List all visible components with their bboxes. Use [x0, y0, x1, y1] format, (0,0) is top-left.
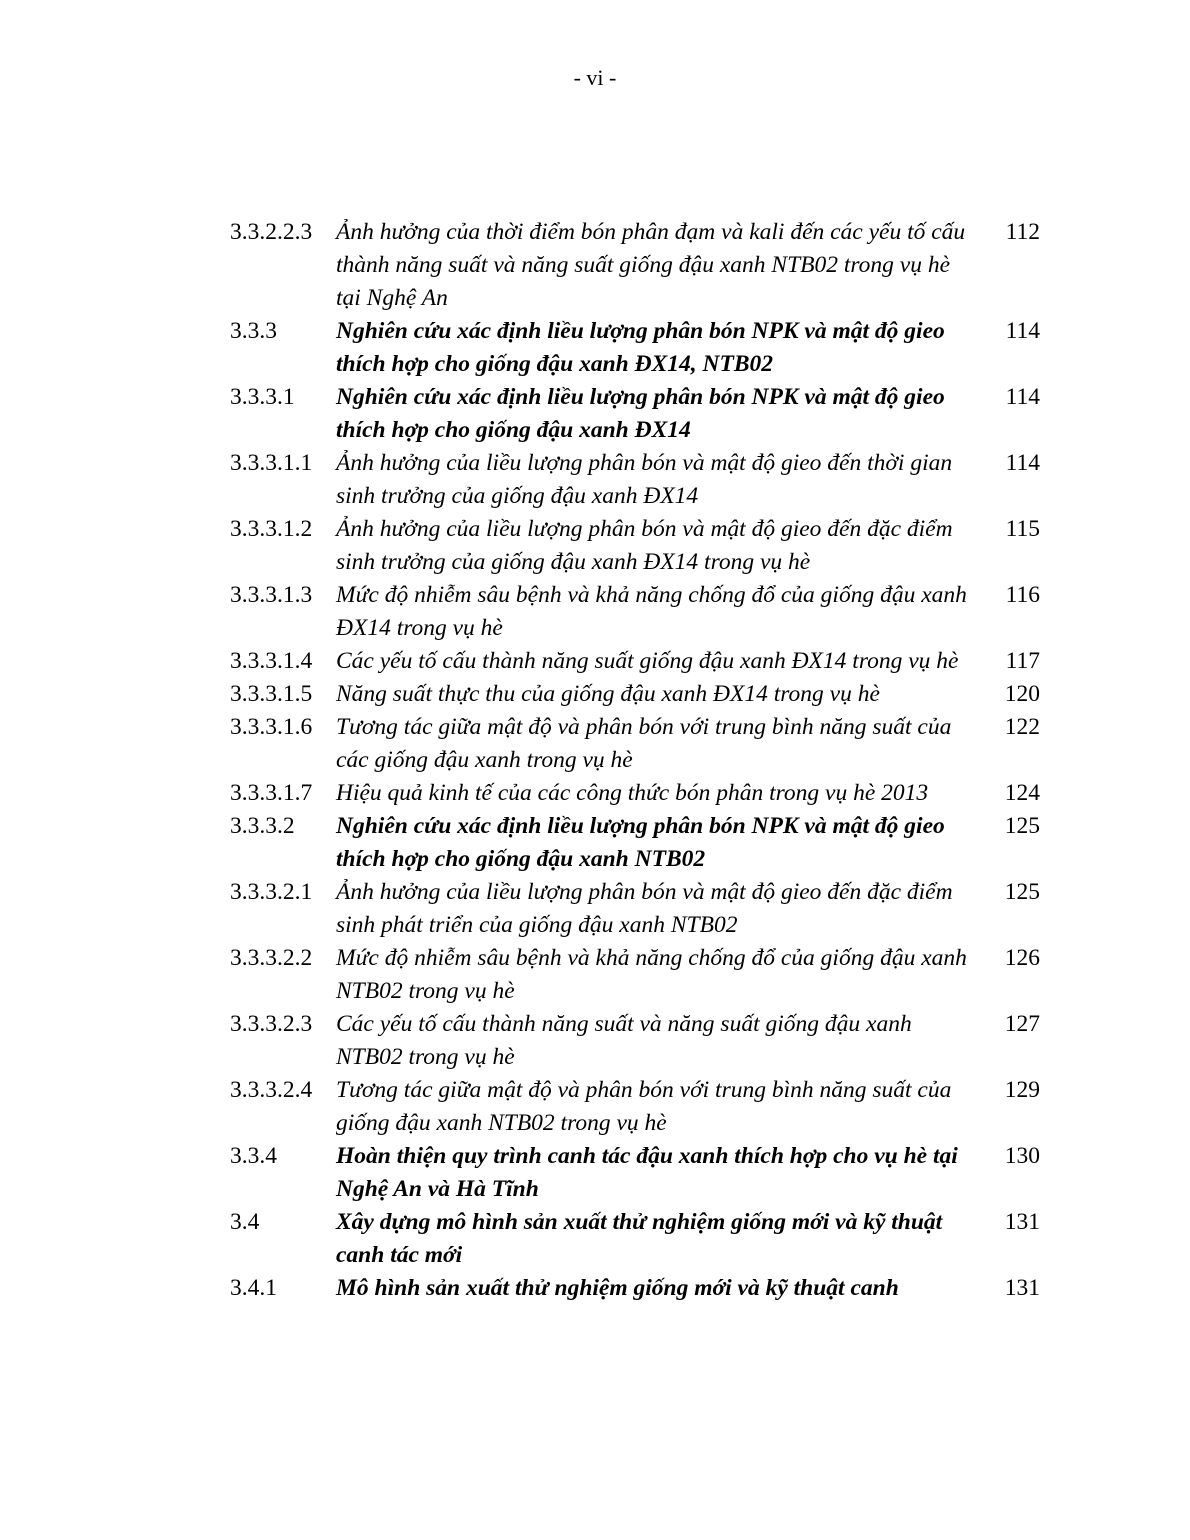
- toc-entry-page: 131: [1004, 1209, 1040, 1235]
- toc-entry-number: 3.4.1: [230, 1275, 277, 1301]
- toc-entry[interactable]: [230, 810, 1050, 876]
- toc-entry-page: 115: [1005, 516, 1040, 542]
- toc-entry-number: 3.3.3: [230, 318, 277, 344]
- toc-entry-title: Nghiên cứu xác định liều lượng phân bón NPK và mật độ gieo thích hợp cho giống đậu xanh ĐX14, NTB02: [336, 318, 945, 377]
- toc-entry-number: 3.3.3.1.2: [230, 516, 313, 542]
- toc-entry-title: Mức độ nhiễm sâu bệnh và khả năng chống đổ của giống đậu xanh ĐX14 trong vụ hè: [336, 582, 967, 641]
- toc-entry-title: Hoàn thiện quy trình canh tác đậu xanh thích hợp cho vụ hè tại Nghệ An và Hà Tĩnh: [336, 1143, 958, 1202]
- toc-entry-page: 112: [1005, 219, 1040, 245]
- toc-entry[interactable]: [230, 315, 1050, 381]
- toc-entry-page: 114: [1005, 384, 1040, 410]
- toc-entry[interactable]: [230, 1008, 1050, 1074]
- toc-entry[interactable]: [230, 777, 1050, 810]
- toc-entry-number: 3.3.3.2.4: [230, 1077, 313, 1103]
- toc-entry-title: Ảnh hưởng của thời điểm bón phân đạm và kali đến các yếu tố cấu thành năng suất và năng suất giống đậu xanh NTB02 trong vụ hè tại Nghệ An: [336, 219, 966, 311]
- toc-entry-title: Ảnh hưởng của liều lượng phân bón và mật độ gieo đến thời gian sinh trưởng của giống đậu xanh ĐX14: [336, 450, 953, 509]
- toc-entry-title: Năng suất thực thu của giống đậu xanh ĐX14 trong vụ hè: [336, 681, 880, 707]
- toc-entry-number: 3.3.3.2.2: [230, 945, 313, 971]
- toc-entry-page: 124: [1004, 780, 1040, 806]
- toc-entry-number: 3.3.3.1.3: [230, 582, 313, 608]
- toc-entry[interactable]: [230, 447, 1050, 513]
- toc-entry-number: 3.3.3.1.1: [230, 450, 313, 476]
- toc-entry-page: 129: [1004, 1077, 1040, 1103]
- toc-entry[interactable]: [230, 1140, 1050, 1206]
- toc-entry-page: 116: [1005, 582, 1040, 608]
- toc-entry[interactable]: [230, 1272, 1050, 1305]
- toc-entry-number: 3.3.3.2.1: [230, 879, 313, 905]
- toc-entry-number: 3.3.3.1.6: [230, 714, 313, 740]
- toc-entry-page: 130: [1004, 1143, 1040, 1169]
- table-of-contents: [230, 216, 1050, 1305]
- toc-entry[interactable]: [230, 711, 1050, 777]
- toc-entry[interactable]: [230, 1074, 1050, 1140]
- toc-entry-title: Các yếu tố cấu thành năng suất và năng suất giống đậu xanh NTB02 trong vụ hè: [336, 1011, 912, 1070]
- toc-entry-number: 3.3.3.1: [230, 384, 295, 410]
- toc-entry[interactable]: [230, 216, 1050, 315]
- toc-entry-page: 127: [1004, 1011, 1040, 1037]
- toc-entry-title: Nghiên cứu xác định liều lượng phân bón NPK và mật độ gieo thích hợp cho giống đậu xanh NTB02: [336, 813, 945, 872]
- toc-entry-title: Ảnh hưởng của liều lượng phân bón và mật độ gieo đến đặc điểm sinh trưởng của giống đậu xanh ĐX14 trong vụ hè: [336, 516, 953, 575]
- toc-entry-title: Các yếu tố cấu thành năng suất giống đậu xanh ĐX14 trong vụ hè: [336, 648, 959, 674]
- toc-entry-title: Hiệu quả kinh tế của các công thức bón phân trong vụ hè 2013: [336, 780, 929, 806]
- toc-entry[interactable]: [230, 645, 1050, 678]
- toc-entry-number: 3.3.3.2.3: [230, 1011, 313, 1037]
- toc-entry-page: 114: [1005, 450, 1040, 476]
- toc-entry-title: Xây dựng mô hình sản xuất thử nghiệm giống mới và kỹ thuật canh tác mới: [336, 1209, 943, 1268]
- toc-entry-page: 131: [1004, 1275, 1040, 1301]
- toc-entry[interactable]: [230, 381, 1050, 447]
- toc-entry-number: 3.3.3.1.5: [230, 681, 313, 707]
- toc-entry-page: 125: [1004, 879, 1040, 905]
- toc-entry-title: Mức độ nhiễm sâu bệnh và khả năng chống đổ của giống đậu xanh NTB02 trong vụ hè: [336, 945, 967, 1004]
- toc-entry-page: 125: [1004, 813, 1040, 839]
- toc-entry-page: 117: [1005, 648, 1040, 674]
- toc-entry-number: 3.3.4: [230, 1143, 277, 1169]
- toc-entry-number: 3.3.3.2: [230, 813, 295, 839]
- toc-entry-title: Mô hình sản xuất thử nghiệm giống mới và kỹ thuật canh: [336, 1275, 899, 1301]
- toc-entry-title: Nghiên cứu xác định liều lượng phân bón NPK và mật độ gieo thích hợp cho giống đậu xanh ĐX14: [336, 384, 945, 443]
- toc-entry-page: 120: [1004, 681, 1040, 707]
- toc-entry-title: Tương tác giữa mật độ và phân bón với trung bình năng suất của các giống đậu xanh trong vụ hè: [336, 714, 952, 773]
- toc-entry[interactable]: [230, 678, 1050, 711]
- toc-entry-title: Ảnh hưởng của liều lượng phân bón và mật độ gieo đến đặc điểm sinh phát triển của giống đậu xanh NTB02: [336, 879, 953, 938]
- toc-entry[interactable]: [230, 876, 1050, 942]
- toc-entry-page: 122: [1004, 714, 1040, 740]
- toc-entry-title: Tương tác giữa mật độ và phân bón với trung bình năng suất của giống đậu xanh NTB02 trong vụ hè: [336, 1077, 952, 1136]
- toc-entry-number: 3.3.2.2.3: [230, 219, 313, 245]
- toc-entry-page: 126: [1004, 945, 1040, 971]
- toc-entry[interactable]: [230, 513, 1050, 579]
- toc-entry[interactable]: [230, 942, 1050, 1008]
- toc-entry-number: 3.4: [230, 1209, 260, 1235]
- page-number: - vi -: [573, 65, 617, 90]
- toc-entry[interactable]: [230, 579, 1050, 645]
- toc-entry-page: 114: [1005, 318, 1040, 344]
- toc-entry-number: 3.3.3.1.4: [230, 648, 313, 674]
- toc-entry-number: 3.3.3.1.7: [230, 780, 313, 806]
- toc-entry[interactable]: [230, 1206, 1050, 1272]
